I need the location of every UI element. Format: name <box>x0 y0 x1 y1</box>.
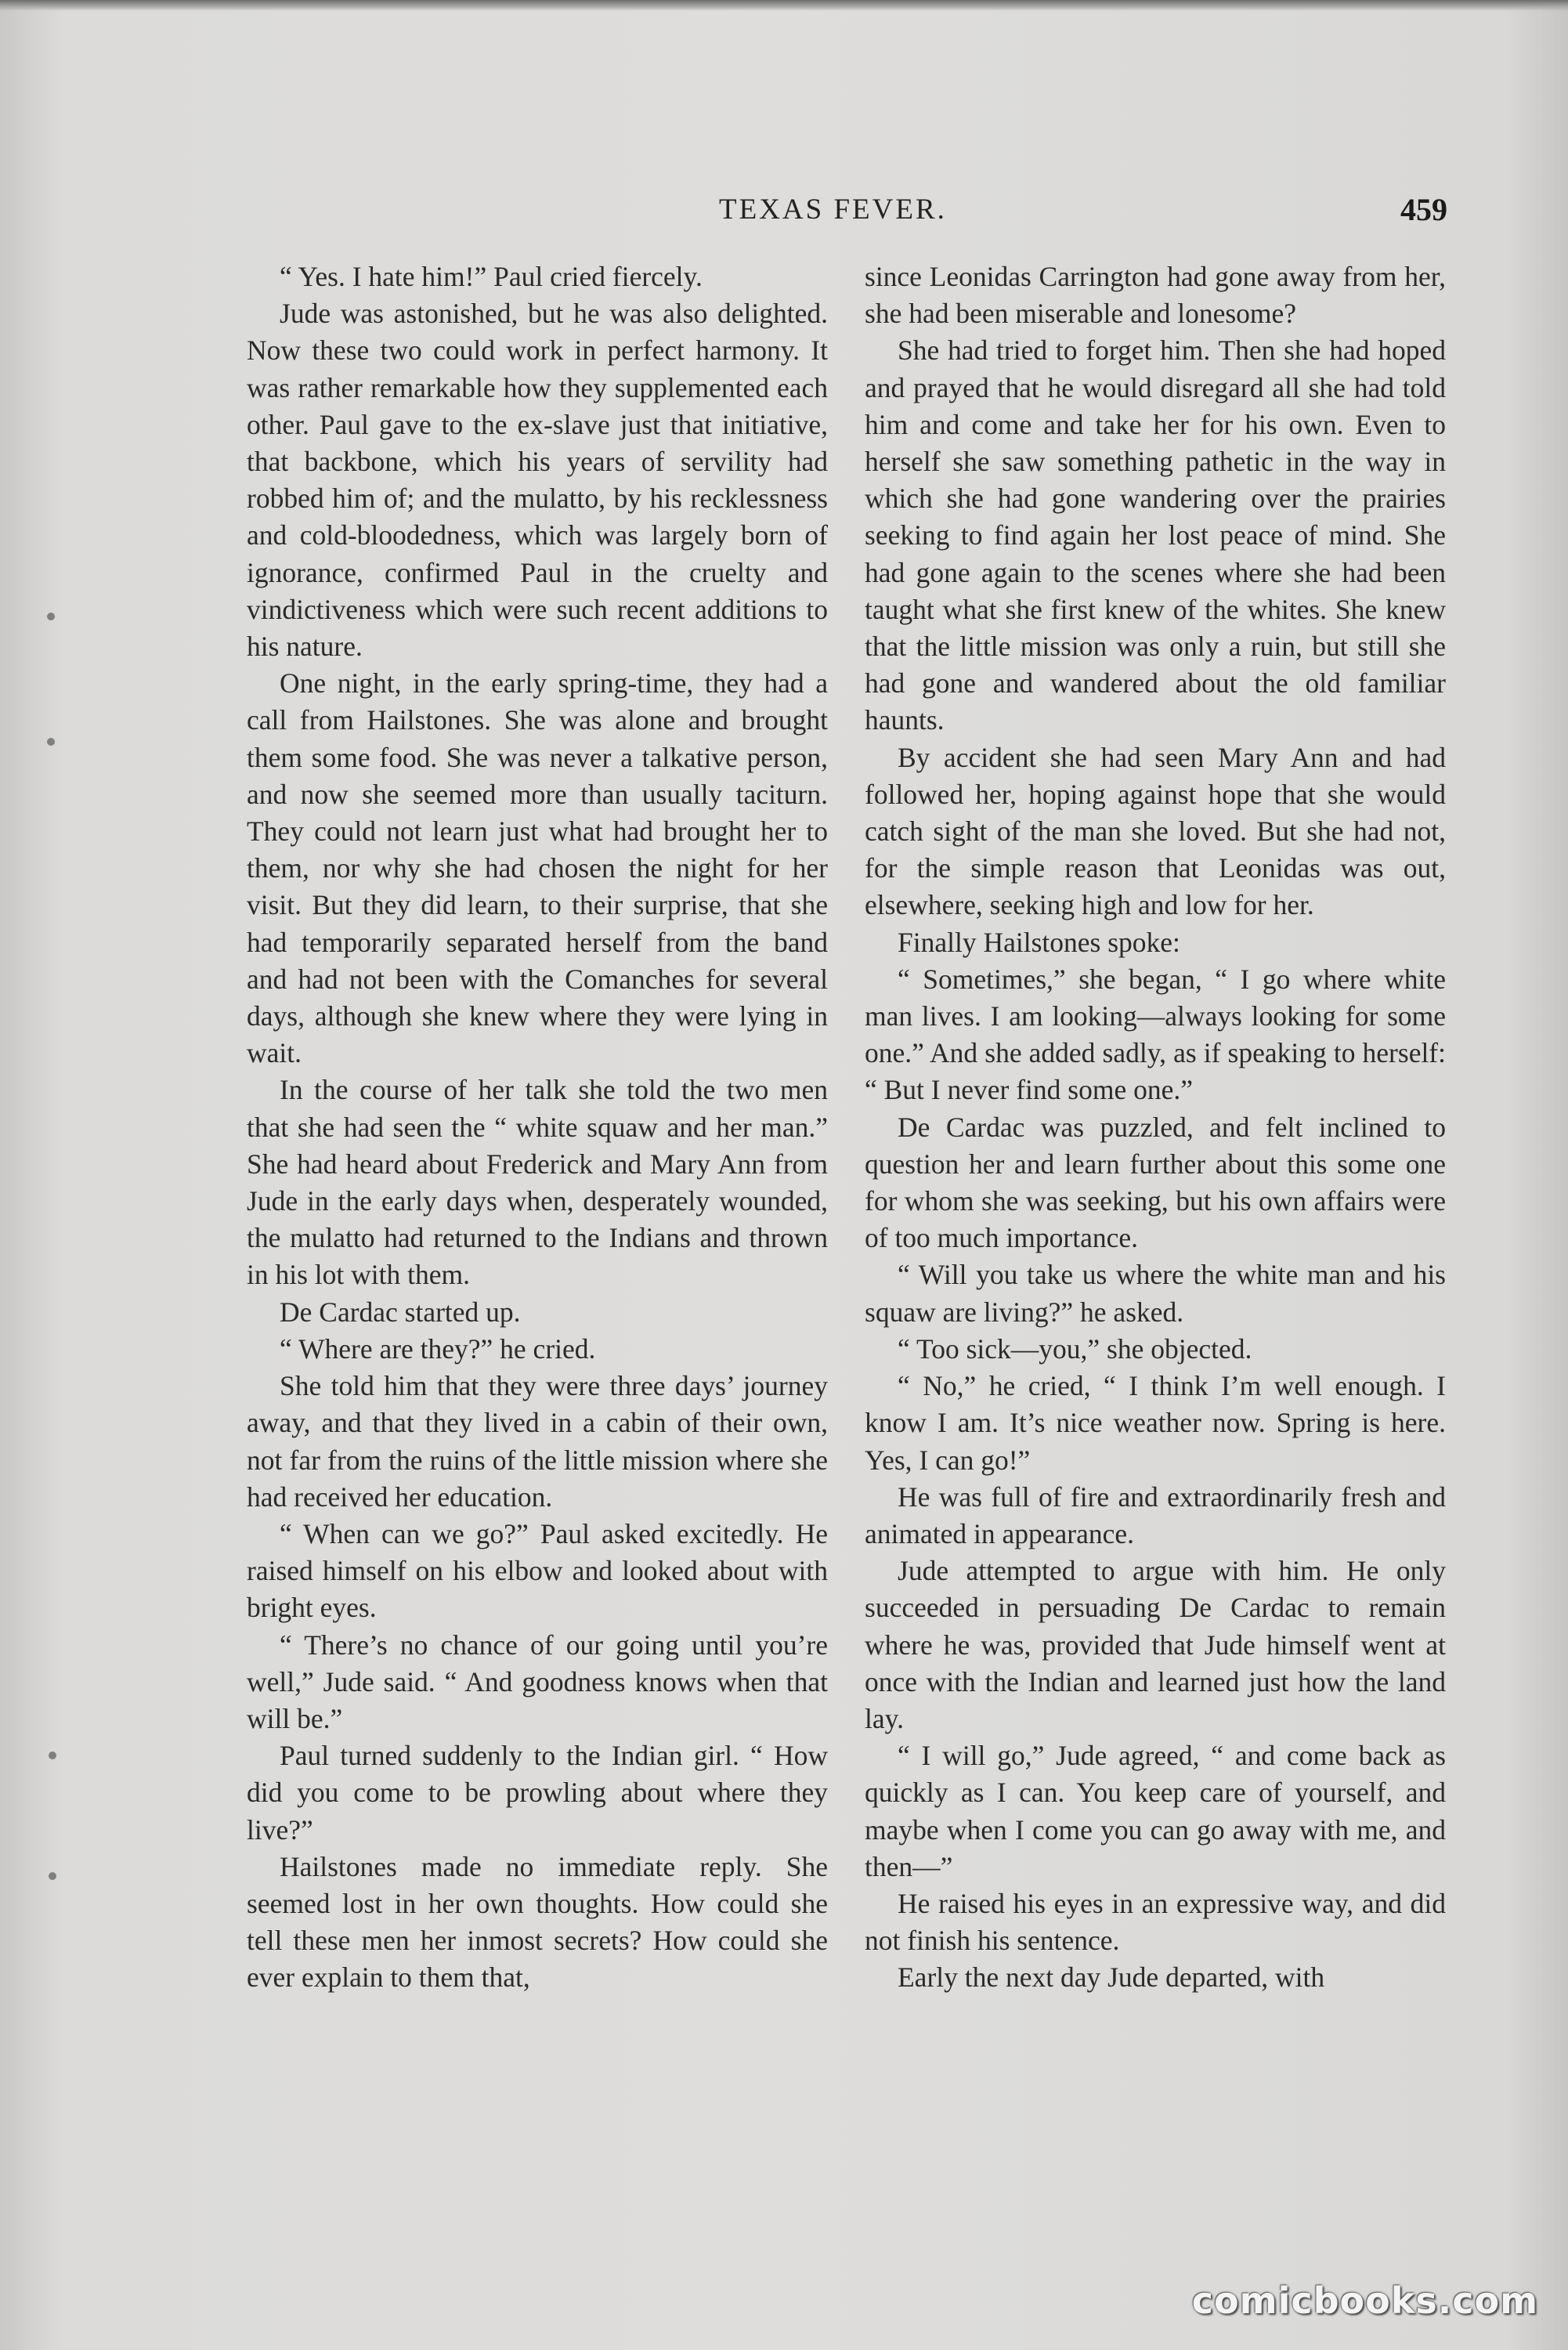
left-column <box>247 258 828 1997</box>
paragraph: “ No,” he cried, “ I think I’m well enough. I know I am. It’s nice weather now. Spring is here. Yes, I can go!” <box>865 1370 1446 1476</box>
paragraph: Early the next day Jude departed, with <box>898 1961 1325 1994</box>
paragraph: De Cardac was puzzled, and felt inclined to question her and learn further about this some one for whom she was seeking, but his own affairs were of too much importance. <box>865 1111 1446 1254</box>
paragraph: Paul turned suddenly to the Indian girl. “ How did you come to be prowling about where they live?” <box>247 1740 828 1846</box>
binding-hole <box>47 613 55 620</box>
page-top-edge <box>0 0 1568 11</box>
paragraph-continuation: since Leonidas Carrington had gone away from her, she had been miserable and lonesome? <box>865 261 1446 330</box>
paragraph: She had tried to forget him. Then she had hoped and prayed that he would disregard all she had told him and come and take her for his own. Even to herself she saw something pathetic in the way in which she had gone wandering over the prairies seeking to find again her lost peace of mind. She had gone again to the scenes where she had been taught what she first knew of the whites. She knew that the little mission was only a ruin, but still she had gone and wandered about the old familiar haunts. <box>865 334 1446 736</box>
paragraph: Finally Hailstones spoke: <box>898 926 1180 958</box>
page-number: 459 <box>1400 192 1447 227</box>
running-title: TEXAS FEVER. <box>719 193 947 226</box>
paragraph: De Cardac started up. <box>280 1296 521 1328</box>
right-column <box>865 258 1446 1997</box>
paragraph: In the course of her talk she told the two men that she had seen the “ white squaw and her man.” She had heard about Frederick and Mary Ann from Jude in the early days when, desperately wounded, the mulatto had returned to the Indians and thrown in his lot with them. <box>247 1074 828 1291</box>
paragraph: “ I will go,” Jude agreed, “ and come back as quickly as I can. You keep care of yourself, and maybe when I come you can go away with me, and then—” <box>865 1740 1446 1882</box>
paragraph: “ Will you take us where the white man and his squaw are living?” he asked. <box>865 1259 1446 1328</box>
paragraph: He was full of fire and extraordinarily fresh and animated in appearance. <box>865 1480 1446 1549</box>
paragraph: “ There’s no chance of our going until you’re well,” Jude said. “ And goodness knows when that will be.” <box>247 1629 828 1734</box>
paragraph: Jude attempted to argue with him. He only succeeded in persuading De Cardac to remain where he was, provided that Jude himself went at once with the Indian and learned just how the land lay. <box>865 1555 1446 1734</box>
binding-hole <box>47 738 55 746</box>
paragraph: “ Sometimes,” she began, “ I go where white man lives. I am looking—always looking for some one.” And she added sadly, as if speaking to herself: “ But I never find some one.” <box>865 963 1446 1106</box>
paragraph: “ Too sick—you,” she objected. <box>898 1332 1252 1365</box>
binding-hole <box>49 1872 56 1880</box>
paragraph: He raised his eyes in an expressive way, and did not finish his sentence. <box>865 1887 1446 1957</box>
paragraph: One night, in the early spring-time, they had a call from Hailstones. She was alone and brought them some food. She was never a talkative person, and now she seemed more than usually taciturn. They could not learn just what had brought her to them, nor why she had chosen the night for her visit. But they did learn, to their surprise, that she had temporarily separated herself from the band and had not been with the Comanches for several days, although she knew where they were lying in wait. <box>247 667 828 1069</box>
paragraph: “ When can we go?” Paul asked excitedly. He raised himself on his elbow and looked about with bright eyes. <box>247 1517 828 1624</box>
paragraph: Hailstones made no immediate reply. She seemed lost in her own thoughts. How could she tell these men her inmost secrets? How could she ever explain to them that, <box>247 1850 828 1994</box>
paragraph: Jude was astonished, but he was also delighted. Now these two could work in perfect harmony. It was rather remarkable how they supplemented each other. Paul gave to the ex-slave just that initiative, that backbone, which his years of servility had robbed him of; and the mulatto, by his recklessness and cold-bloodedness, which was largely born of ignorance, confirmed Paul in the cruelty and vindictiveness which were such recent additions to his nature. <box>247 298 828 663</box>
binding-hole <box>49 1752 56 1759</box>
watermark: comicbooks.com <box>1191 2280 1538 2322</box>
paragraph: “ Yes. I hate him!” Paul cried fiercely. <box>280 261 703 292</box>
paragraph: She told him that they were three days’ journey away, and that they lived in a cabin of their own, not far from the ruins of the little mission where she had received her education. <box>247 1370 828 1513</box>
paragraph: “ Where are they?” he cried. <box>280 1332 596 1365</box>
running-head <box>0 193 1568 232</box>
paragraph: By accident she had seen Mary Ann and had followed her, hoping against hope that she would catch sight of the man she loved. But she had not, for the simple reason that Leonidas was out, elsewhere, seeking high and low for her. <box>865 741 1446 921</box>
